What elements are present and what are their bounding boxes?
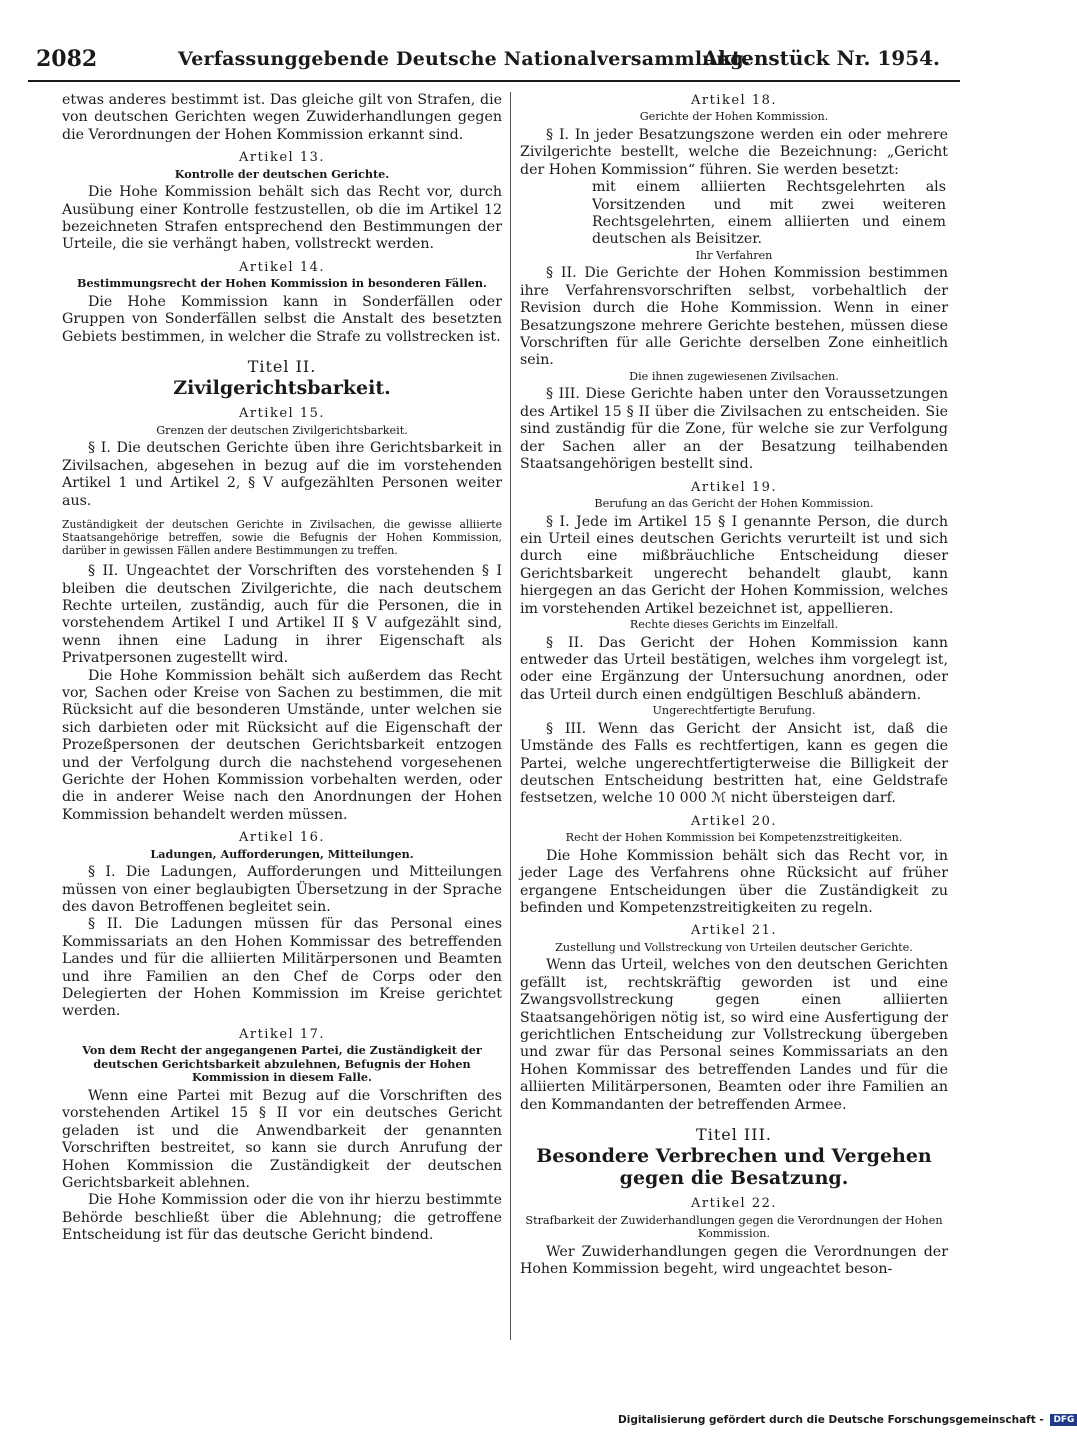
digitization-credit (618, 1414, 1075, 1428)
marginal-note: Zuständigkeit der deutschen Gerichte in Zivilsachen, die gewisse alliierte Staatsangehörige betreffen, sowie die Befugnis der Hohen Kommission, darüber in gewissen Fällen andere Bestimmungen zu treffen. (62, 518, 502, 558)
paragraph: § II. Das Gericht der Hohen Kommission kann entweder das Urteil bestätigen, welches ihm vorgelegt ist, oder eine Ergänzung der Untersuchung anordnen, oder das Urteil durch einen endgültigen Beschluß abändern. (520, 634, 948, 703)
article-subtitle: Kontrolle der deutschen Gerichte. (174, 166, 390, 181)
credit-text: Digitalisierung gefördert durch die Deutsche Forschungsgemeinschaft - (618, 1414, 1044, 1426)
section-subtitle: Die ihnen zugewiesenen Zivilsachen. (629, 369, 839, 383)
paragraph: etwas anderes bestimmt ist. Das gleiche gilt von Strafen, die von deutschen Gerichten wegen Zuwiderhandlungen gegen die Verordnungen der Hohen Kommission erkannt sind. (62, 92, 502, 143)
paragraph: § II. Die Ladungen müssen für das Personal eines Kommissariats an den Hohen Kommissar des betreffenden Landes und für die alliierten Militärpersonen und Beamten und ihre Familien an den Chef de Corps oder den Delegierten der Hohen Kommission im Kreise gerichtet werden. (62, 916, 502, 1020)
title-label: Titel II. (247, 357, 317, 377)
title-heading: Zivilgerichtsbarkeit. (173, 377, 391, 400)
paragraph: § I. Jede im Artikel 15 § I genannte Person, die durch ein Urteil eines deutschen Gerichts verurteilt ist und sich durch eine mißbräuchliche Entscheidung dieser Gerichtsbarkeit ungerecht behandelt glaubt, kann hiergegen an das Gericht der Hohen Kommission, welches im vorstehenden Artikel bezeichnet ist, appellieren. (520, 513, 948, 617)
article-subtitle: Berufung an das Gericht der Hohen Kommission. (594, 496, 874, 510)
paragraph: Die Hohe Kommission kann in Sonderfällen oder Gruppen von Sonderfällen selbst die Anstalt des besetzten Gebiets bestimmen, in welcher die Strafe zu vollstrecken ist. (62, 293, 502, 345)
article-heading: Artikel 18. (690, 93, 778, 108)
article-heading: Artikel 13. (238, 150, 326, 166)
section-subtitle: Ihr Verfahren (695, 248, 773, 262)
paragraph: § III. Diese Gerichte haben unter den Voraussetzungen des Artikel 15 § II über die Zivilsachen zu entscheiden. Sie sind zuständig für die Zone, für welche sie zur Verfolgung der Sachen aller an der Besatzung teilhabenden Staatsangehörigen bestellt sind. (520, 386, 948, 473)
paragraph: § II. Die Gerichte der Hohen Kommission bestimmen ihre Verfahrensvorschriften selbst, vorbehaltlich der Revision durch die Hohe Kommission. Wenn in einer Besatzungszone mehrere Gerichte bestehen, müssen diese Vorschriften für alle Gerichte derselben Zone einheitlich sein. (520, 265, 948, 369)
section-subtitle: Rechte dieses Gerichts im Einzelfall. (629, 617, 839, 631)
paragraph: Die Hohe Kommission behält sich außerdem das Recht vor, Sachen oder Kreise von Sachen zu bestimmen, die mit Rücksicht auf die besonderen Umstände, unter welchen sie sich darbieten oder mit Rücksicht auf die Eigenschaft der Prozeßpersonen der deutschen Gerichtsbarkeit entzogen und der Verfolgung durch die nachstehend vorgesehenen Gerichte der Hohen Kommission vorbehalten werden, oder die in anderer Weise nach den Anordnungen der Hohen Kommission behandelt werden müssen. (62, 667, 502, 823)
article-heading: Artikel 15. (238, 406, 326, 422)
article-subtitle: Zustellung und Vollstreckung von Urteilen deutscher Gerichte. (555, 940, 913, 954)
paragraph: Die Hohe Kommission behält sich das Recht vor, in jeder Lage des Verfahrens ohne Rücksicht auf früher ergangene Entscheidungen über die Zuständigkeit zu befinden und Kompetenzstreitigkeiten zu regeln. (520, 847, 948, 916)
paragraph: § III. Wenn das Gericht der Ansicht ist, daß die Umstände des Falls es rechtfertigen, kann es gegen die Partei, welche ungerechtfertigterweise die Billigkeit der deutschen Entscheidung bestritten hat, eine Geldstrafe festsetzen, welche 10 000 ℳ nicht übersteigen darf. (520, 720, 948, 807)
paragraph: mit einem alliierten Rechtsgelehrten als Vorsitzenden und mit zwei weiteren Rechtsgelehrten, einem alliierten und einem deutschen als Beisitzer. (592, 179, 946, 248)
right-column (520, 92, 948, 1279)
article-heading: Artikel 21. (690, 923, 778, 939)
paragraph: § II. Ungeachtet der Vorschriften des vorstehenden § I bleiben die deutschen Zivilgerichte, die nach deutschem Rechte urteilen, zuständig, auch für die Personen, die in vorstehendem Artikel I und Artikel II § V aufgezählt sind, wenn ihnen eine Ladung in ihrer Eigenschaft als Privatpersonen zugestellt wird. (62, 563, 502, 667)
paragraph: Die Hohe Kommission oder die von ihr hierzu bestimmte Behörde beschließt über die Ablehnung; die getroffene Entscheidung ist für das deutsche Gericht bindend. (62, 1192, 502, 1244)
paragraph: Wenn das Urteil, welches von den deutschen Gerichten gefällt ist, rechtskräftig geworden ist und eine Zwangsvollstreckung gegen einen alliierten Staatsangehörigen nötig ist, so wird eine Ausfertigung der gerichtlichen Entscheidung zur Vollstreckung übergeben und zwar für das Personal seines Kommissariats an den Hohen Kommissar des betreffenden Landes und für die alliierten Militärpersonen, Beamten oder ihre Familien an den Kommandanten der betreffenden Armee. (520, 957, 948, 1113)
column-divider (510, 92, 511, 1340)
article-subtitle: Ladungen, Aufforderungen, Mitteilungen. (150, 846, 414, 861)
document-number: Aktenstück Nr. 1954. (702, 46, 940, 70)
paragraph: Wenn eine Partei mit Bezug auf die Vorschriften des vorstehenden Artikel 15 § II vor ein deutsches Gericht geladen ist und die Anwendbarkeit der genannten Vorschriften bestreitet, so kann sie durch Anrufung der Hohen Kommission die Zuständigkeit der deutschen Gerichtsbarkeit ablehnen. (62, 1088, 502, 1192)
paragraph: § I. Die deutschen Gerichte üben ihre Gerichtsbarkeit in Zivilsachen, abgesehen in bezug auf die im vorstehenden Artikel 1 und Artikel 2, § V aufgezählten Personen weiter aus. (62, 440, 502, 509)
article-heading: Artikel 14. (238, 259, 326, 275)
article-heading: Artikel 16. (238, 830, 326, 846)
article-subtitle: Bestimmungsrecht der Hohen Kommission in besonderen Fällen. (77, 276, 487, 291)
article-subtitle: Recht der Hohen Kommission bei Kompetenzstreitigkeiten. (565, 831, 903, 845)
article-subtitle: Grenzen der deutschen Zivilgerichtsbarkeit. (156, 423, 408, 437)
section-subtitle: Ungerechtfertigte Berufung. (652, 704, 816, 718)
paragraph: Die Hohe Kommission behält sich das Recht vor, durch Ausübung einer Kontrolle festzustellen, ob die im Artikel 12 bezeichneten Strafen entsprechend den Bestimmungen der Urteile, die sie verhängt haben, vollstreckt werden. (62, 184, 502, 253)
paragraph: § I. In jeder Besatzungszone werden ein oder mehrere Zivilgerichte bestellt, welche die Bezeichnung: „Gericht der Hohen Kommission“ führen. Sie werden besetzt: (520, 127, 948, 178)
title-label: Titel III. (696, 1125, 772, 1145)
dfg-logo: DFG (1050, 1414, 1077, 1426)
article-subtitle: Gerichte der Hohen Kommission. (639, 110, 829, 124)
article-heading: Artikel 20. (690, 813, 778, 829)
article-subtitle: Strafbarkeit der Zuwiderhandlungen gegen die Verordnungen der Hohen Kommission. (525, 1213, 943, 1241)
page-number: 2082 (36, 46, 98, 72)
page-header (28, 40, 960, 82)
article-heading: Artikel 17. (238, 1026, 326, 1042)
article-heading: Artikel 22. (690, 1196, 778, 1212)
paragraph: § I. Die Ladungen, Aufforderungen und Mitteilungen müssen von einer beglaubigten Übersetzung in der Sprache des davon Betroffenen begleitet sein. (62, 864, 502, 915)
running-title: Verfassunggebende Deutsche Nationalversammlung. (178, 48, 751, 70)
left-column (62, 92, 502, 1245)
article-heading: Artikel 19. (690, 479, 778, 495)
paragraph: Wer Zuwiderhandlungen gegen die Verordnungen der Hohen Kommission begeht, wird ungeachtet beson- (520, 1244, 948, 1278)
article-subtitle: Von dem Recht der angegangenen Partei, die Zuständigkeit der deutschen Gerichtsbarkeit abzulehnen, Befugnis der Hohen Kommission in diesem Falle. (82, 1043, 482, 1085)
title-heading: Besondere Verbrechen und Vergehen gegen die Besatzung. (536, 1145, 932, 1190)
